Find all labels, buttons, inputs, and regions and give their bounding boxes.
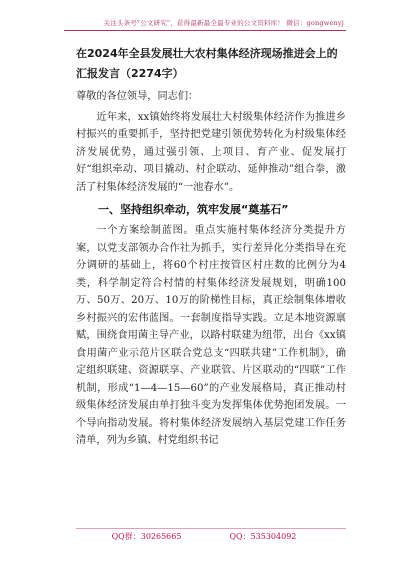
header-divider [64, 30, 346, 31]
section-1-paragraph: 一个方案绘制蓝图。重点实施村集体经济分类提升方案，以党支部领办合作社为抓手，实行差异化分类指导在充分调研的基础上，将60个村庄按管区村庄数的比例分为4类，科学制定符合村情的村集体经济发展规划，明确100万、50万、20万、10万的阶梯性目标，真正绘制集体增收乡村振兴的宏伟蓝图。一套制度指导实践。立足本地资源禀赋，围绕食用菌主导产业，以路村联建为纽带，出台《xx镇食用菌产业示范片区联合党总支“四联共建”工作机制》，确定组织联建、资源联享、产业联管、片区联动的“四联”工作机制，形成“1—4—15—60”的产业发展格局，真正推动村级集体经济发展由单打独斗变为发挥集体优势抱团发展。一个导向指动发展。将村集体经济发展纳入基层党建工作任务清单，列为乡镇、村党组织书记 [76, 225, 346, 446]
document-body [76, 44, 346, 453]
salutation: 尊敬的各位领导，同志们： [76, 91, 199, 102]
footer-divider [76, 528, 346, 529]
page-footer [0, 531, 408, 542]
section-1-heading: 一、坚持组织牵动，筑牢发展“奠基石” [98, 203, 289, 216]
intro-paragraph: 近年来，xx镇始终将发展壮大村级集体经济作为推进乡村振兴的重要抓手，坚持把党建引领优势转化为村级集体经济发展优势，通过强引领、上项目、育产业、促发展打好“组织牵动、项目撬动、村企联动、延伸推动”组合拳，激活了村集体经济发展的“一池春水”。 [76, 111, 346, 193]
document-title: 在2024年全县发展壮大农村集体经济现场推进会上的汇报发言（2274字） [76, 47, 338, 80]
footer-qq-group: QQ群：30265665 [111, 532, 182, 541]
page-header-note: 关注头条号"公文研究"，获得最新最全最专业的公文资料库！ 微信：gongwenyj [103, 19, 344, 27]
footer-qq-contact: QQ：535304092 [229, 532, 297, 541]
